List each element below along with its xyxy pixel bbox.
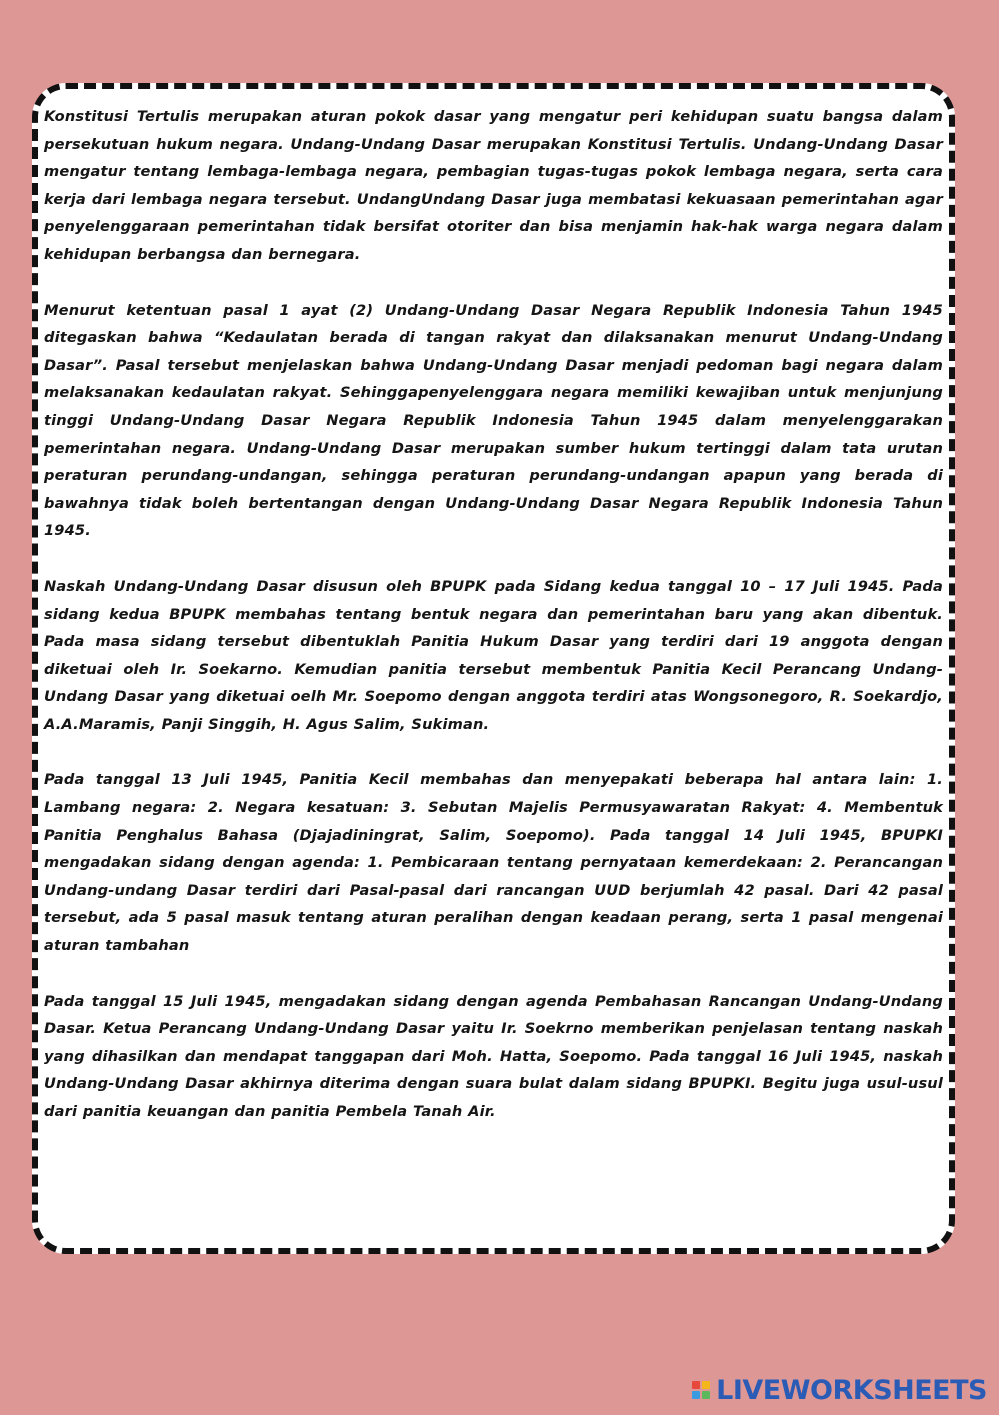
liveworksheets-brand [692,1373,987,1407]
brand-name: LIVEWORKSHEETS [716,1374,987,1406]
liveworksheets-logo-icon [692,1381,710,1399]
text-card [32,83,955,1254]
paragraph-konstitusi: Konstitusi Tertulis merupakan aturan pokok dasar yang mengatur peri kehidupan suatu bangsa dalam persekutuan hukum negara. Undang-Undang Dasar merupakan Konstitusi Tertulis. Undang-Undang Dasar mengatur tentang lembaga-lembaga negara, pembagian tugas-tugas pokok lembaga negara, serta cara kerja dari lembaga negara tersebut. UndangUndang Dasar juga membatasi kekuasaan pemerintahan agar penyelenggaraan pemerintahan tidak bersifat otoriter dan bisa menjamin hak-hak warga negara dalam kehidupan berbangsa dan bernegara. [44,108,943,263]
paragraph-kedaulatan: Menurut ketentuan pasal 1 ayat (2) Undang-Undang Dasar Negara Republik Indonesia Tahun 1945 ditegaskan bahwa “Kedaulatan berada di tangan rakyat dan dilaksanakan menurut Undang-Undang Dasar”. Pasal tersebut menjelaskan bahwa Undang-Undang Dasar menjadi pedoman bagi negara dalam melaksanakan kedaulatan rakyat. Sehinggapenyelenggara negara memiliki kewajiban untuk menjunjung tinggi Undang-Undang Dasar Negara Republik Indonesia Tahun 1945 dalam menyelenggarakan pemerintahan negara. Undang-Undang Dasar merupakan sumber hukum tertinggi dalam tata urutan peraturan perundang-undangan, sehingga peraturan perundang-undangan apapun yang berada di bawahnya tidak boleh bertentangan dengan Undang-Undang Dasar Negara Republik Indonesia Tahun 1945. [44,301,943,540]
paragraph-13-juli: Pada tanggal 13 Juli 1945, Panitia Kecil membahas dan menyepakati beberapa hal antara lain: 1. Lambang negara: 2. Negara kesatuan: 3. Sebutan Majelis Permusyawaratan Rakyat: 4. Membentuk Panitia Penghalus Bahasa (Djajadiningrat, Salim, Soepomo). Pada tanggal 14 Juli 1945, BPUPKI mengadakan sidang dengan agenda: 1. Pembicaraan tentang pernyataan kemerdekaan: 2. Perancangan Undang-undang Dasar terdiri dari Pasal-pasal dari rancangan UUD berjumlah 42 pasal. Dari 42 pasal tersebut, ada 5 pasal masuk tentang aturan peralihan dengan keadaan perang, serta 1 pasal mengenai aturan tambahan [44,771,943,955]
paragraph-naskah-uud: Naskah Undang-Undang Dasar disusun oleh BPUPK pada Sidang kedua tanggal 10 – 17 Juli 1945. Pada sidang kedua BPUPK membahas tentang bentuk negara dan pemerintahan baru yang akan dibentuk. Pada masa sidang tersebut dibentuklah Panitia Hukum Dasar yang terdiri dari 19 anggota dengan diketuai oleh Ir. Soekarno. Kemudian panitia tersebut membentuk Panitia Kecil Perancang Undang-Undang Dasar yang diketuai oelh Mr. Soepomo dengan anggota terdiri atas Wongsonegoro, R. Soekardjo, A.A.Maramis, Panji Singgih, H. Agus Salim, Sukiman. [44,577,943,733]
paragraph-15-juli: Pada tanggal 15 Juli 1945, mengadakan sidang dengan agenda Pembahasan Rancangan Undang-Undang Dasar. Ketua Perancang Undang-Undang Dasar yaitu Ir. Soekrno memberikan penjelasan tentang naskah yang dihasilkan dan mendapat tanggapan dari Moh. Hatta, Soepomo. Pada tanggal 16 Juli 1945, naskah Undang-Undang Dasar akhirnya diterima dengan suara bulat dalam sidang BPUPKI. Begitu juga usul-usul dari panitia keuangan dan panitia Pembela Tanah Air. [44,992,943,1120]
